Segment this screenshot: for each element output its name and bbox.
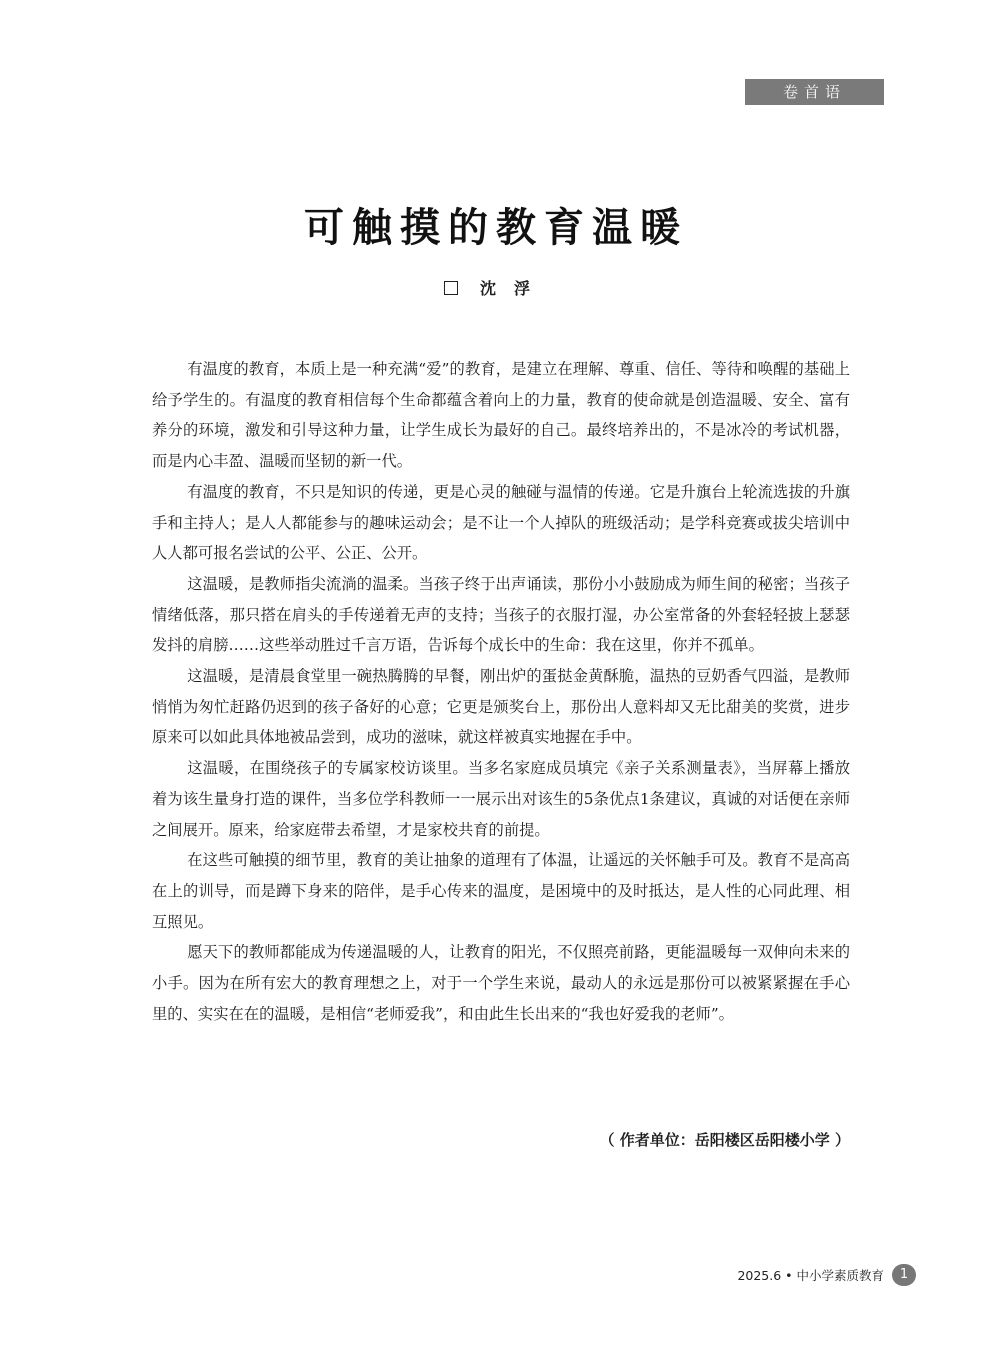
byline-box-icon [444,281,458,295]
section-tag: 卷首语 [745,79,884,105]
article-body [152,354,850,1029]
paragraph: 有温度的教育，本质上是一种充满“爱”的教育，是建立在理解、尊重、信任、等待和唤醒的基础上给予学生的。有温度的教育相信每个生命都蕴含着向上的力量，教育的使命就是创造温暖、安全、富有养分的环境，激发和引导这种力量，让学生成长为最好的自己。最终培养出的，不是冰冷的考试机器，而是内心丰盈、温暖而坚韧的新一代。 [152,360,850,471]
paragraph: 愿天下的教师都能成为传递温暖的人，让教育的阳光，不仅照亮前路，更能温暖每一双伸向未来的小手。因为在所有宏大的教育理想之上，对于一个学生来说，最动人的永远是那份可以被紧紧握在手心里的、实实在在的温暖，是相信“老师爱我”，和由此生长出来的“我也好爱我的老师”。 [152,943,850,1023]
paragraph: 这温暖，是清晨食堂里一碗热腾腾的早餐，刚出炉的蛋挞金黄酥脆，温热的豆奶香气四溢，是教师悄悄为匆忙赶路仍迟到的孩子备好的心意；它更是颁奖台上，那份出人意料却又无比甜美的奖赏，进步原来可以如此具体地被品尝到，成功的滋味，就这样被真实地握在手中。 [152,667,850,747]
paragraph: 这温暖，在围绕孩子的专属家校访谈里。当多名家庭成员填完《亲子关系测量表》，当屏幕上播放着为该生量身打造的课件，当多位学科教师一一展示出对该生的5条优点1条建议，真诚的对话便在亲师之间展开。原来，给家庭带去希望，才是家校共育的前提。 [152,759,850,839]
author-affiliation: （ 作者单位：岳阳楼区岳阳楼小学 ） [599,1131,850,1149]
page-number-badge: 1 [892,1264,916,1286]
paragraph: 这温暖，是教师指尖流淌的温柔。当孩子终于出声诵读，那份小小鼓励成为师生间的秘密；当孩子情绪低落，那只搭在肩头的手传递着无声的支持；当孩子的衣服打湿，办公室常备的外套轻轻披上瑟瑟发抖的肩膀……这些举动胜过千言万语，告诉每个成长中的生命：我在这里，你并不孤单。 [152,574,850,655]
page-footer [737,1263,916,1287]
issue-info: 2025.6 • 中小学素质教育 [737,1268,884,1283]
paragraph: 在这些可触摸的细节里，教育的美让抽象的道理有了体温，让遥远的关怀触手可及。教育不是高高在上的训导，而是蹲下身来的陪伴，是手心传来的温度，是困境中的及时抵达，是人性的心同此理、相互照见。 [152,851,850,931]
author-name: 沈浮 [479,279,548,298]
paragraph: 有温度的教育，不只是知识的传递，更是心灵的触碰与温情的传递。它是升旗台上轮流选拔的升旗手和主持人；是人人都能参与的趣味运动会；是不让一个人掉队的班级活动；是学科竞赛或拔尖培训中人人都可报名尝试的公平、公正、公开。 [152,482,850,563]
byline [0,276,992,302]
article-title: 可触摸的教育温暖 [304,204,688,251]
